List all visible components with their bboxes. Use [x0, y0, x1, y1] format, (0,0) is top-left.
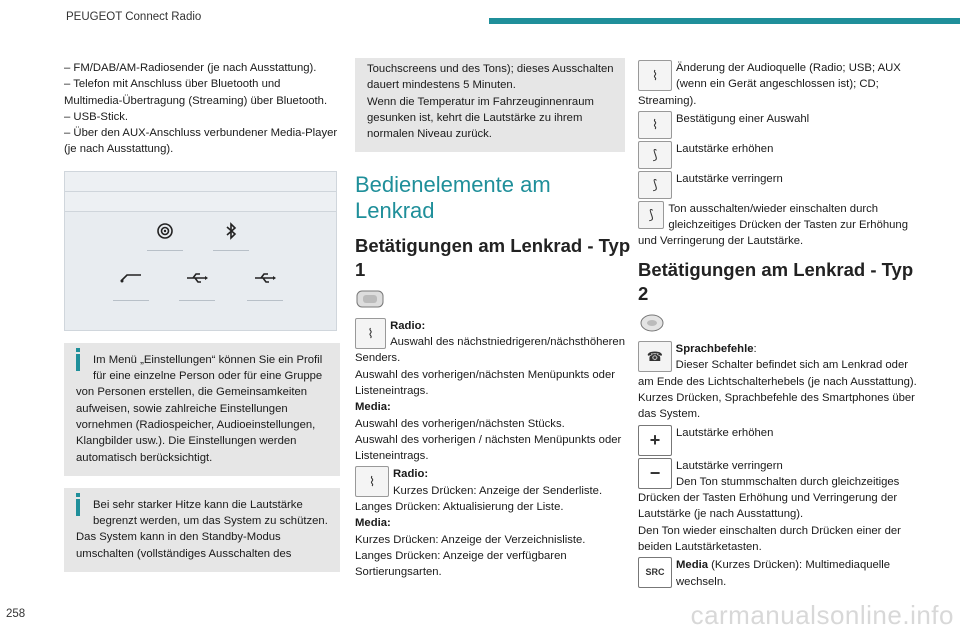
text-line: Das System kann in den Standby-Modus [76, 531, 281, 544]
text-line: Lautstärke erhöhen [676, 426, 774, 439]
usb-icon [245, 272, 285, 288]
text-line: Sortierungsarten. [355, 566, 442, 579]
radio-icon [145, 222, 185, 244]
info-icon [76, 354, 80, 371]
page-number: 258 [6, 608, 26, 620]
text-line: – USB-Stick. [64, 110, 129, 123]
volume-down-item-2 [638, 458, 908, 491]
info-box-heat [64, 488, 340, 572]
text-line: Wenn die Temperatur im Fahrzeuginnenraum [367, 95, 594, 108]
list-control-item [355, 466, 625, 499]
radio-control-item [355, 318, 625, 351]
text-line: (je nach Ausstattung). [64, 143, 174, 156]
text-line: Lautstärke verringern [676, 172, 783, 185]
text-line: Bestätigung einer Auswahl [676, 112, 810, 125]
text-line: am Ende des Lichtschalterhebels (je nach Ausstattung). [638, 375, 917, 388]
text-line: Langes Drücken: Anzeige der verfügbaren [355, 549, 567, 562]
volume-down-lever-icon: ⟆ [638, 171, 672, 199]
text-line: umschalten (vollständiges Ausschalten des [76, 547, 292, 560]
label: Radio: [390, 319, 426, 332]
steering-wheel-type2-icon [638, 312, 908, 339]
text-line: Kurzes Drücken, Sprachbefehle des Smartphones über [638, 391, 915, 404]
section-heading: Bedienelemente am Lenkrad [355, 172, 551, 224]
voice-command-item [638, 341, 908, 374]
screen-row [65, 192, 336, 212]
text-line: Kurzes Drücken: Anzeige der Senderliste. [393, 484, 603, 497]
text-line: Lautstärke erhöhen [676, 142, 774, 155]
volume-up-item [638, 141, 908, 169]
divider [113, 300, 149, 301]
heading-line: Betätigungen am Lenkrad - Typ [638, 258, 914, 280]
text-line: Den Ton stummschalten durch gleichzeitiges [676, 475, 900, 488]
text-line: vornehmen (Radiospeicher, Audioeinstellungen, [76, 418, 316, 431]
text-line: Lautstärke verringern [676, 459, 783, 472]
label: Media: [355, 517, 391, 530]
info-box-continued [355, 58, 625, 152]
text-line: beiden Lautstärketasten. [638, 541, 762, 554]
text-line: Senders. [355, 352, 401, 365]
text-line: automatisch berücksichtigt. [76, 451, 213, 464]
source-control-item [638, 60, 908, 93]
divider [179, 300, 215, 301]
thumbwheel-icon: ⌇ [355, 318, 386, 349]
minus-icon: − [638, 458, 672, 489]
text-line: gleichzeitiges Drücken der Tasten zur Erhöhung [668, 219, 908, 232]
text-line: Listeneintrags. [355, 384, 429, 397]
colon: : [753, 343, 757, 356]
text-line: für eine einzelne Person oder für eine Gruppe [93, 370, 323, 383]
page-header-title: PEUGEOT Connect Radio [66, 11, 202, 23]
confirm-button-icon: ⌇ [638, 111, 672, 139]
divider [213, 250, 249, 251]
text-line: Listeneintrags. [355, 450, 429, 463]
column-3 [638, 58, 917, 590]
text-line: Änderung der Audioquelle (Radio; USB; AUX [676, 62, 901, 74]
volume-up-item-2 [638, 425, 908, 456]
label: Media [676, 559, 709, 572]
text-line: Touchscreens und des Tons); dieses Ausschalten [367, 63, 614, 75]
plus-icon: + [638, 425, 672, 456]
text-line: Dieser Schalter befindet sich am Lenkrad oder [675, 359, 908, 372]
label: Sprachbefehle [675, 343, 754, 356]
text-line: Klangbilder usw.). Die Einstellungen werden [76, 435, 297, 448]
heading-line: 1 [355, 259, 366, 281]
text-line: Drücken der Tasten Erhöhung und Verringerung der [638, 492, 898, 505]
text-line: Auswahl des vorherigen / nächsten Menüpunkts oder [355, 433, 622, 446]
text-line: normalen Niveau zurück. [367, 128, 492, 141]
info-box-settings [64, 343, 340, 476]
usb-icon [177, 272, 217, 288]
source-screen-illustration [64, 171, 337, 331]
volume-down-item [638, 171, 908, 199]
src-button-icon: SRC [638, 557, 672, 588]
text-line: gesunken ist, kehrt die Lautstärke zu ihrem [367, 111, 583, 124]
mute-lever-icon: ⟆ [638, 201, 664, 229]
subsection-heading [638, 258, 914, 306]
text-line: Multimedia-Übertragung (Streaming) über Bluetooth. [64, 94, 328, 107]
text-line: Bei sehr starker Hitze kann die Lautstärke [93, 498, 303, 511]
divider [147, 250, 183, 251]
text-line: – Über den AUX-Anschluss verbundener Media-Player [64, 127, 338, 140]
mute-item [638, 201, 908, 234]
column-2 [355, 58, 631, 581]
column-1 [64, 60, 340, 572]
text-line: begrenzt werden, um das System zu schützen. [93, 515, 328, 528]
text-line: und Verringerung der Lautstärke. [638, 235, 804, 248]
label: Media: [355, 401, 391, 414]
thumbwheel-press-icon: ⌇ [355, 466, 389, 497]
text-line: Auswahl des vorherigen/nächsten Menüpunkts oder [355, 368, 615, 381]
aux-icon [111, 272, 151, 288]
screen-row [65, 172, 336, 192]
heading-line: 2 [638, 282, 649, 304]
text-line: – Telefon mit Anschluss über Bluetooth und [64, 78, 281, 91]
text-line: Kurzes Drücken: Anzeige der Verzeichnisliste. [355, 533, 586, 546]
subsection-heading [355, 234, 631, 282]
heading-line: Betätigungen am Lenkrad - Typ [355, 235, 631, 257]
confirm-control-item [638, 111, 908, 139]
steering-controls-type1-icon [355, 288, 625, 315]
text-line: Langes Drücken: Aktualisierung der Liste. [355, 501, 564, 514]
text-line: aufweisen, sowie zahlreiche Einstellungen [76, 402, 288, 415]
text-line: Auswahl des nächstniedrigeren/nächsthöheren [390, 336, 625, 349]
bluetooth-icon [211, 222, 251, 244]
text-line: Auswahl des vorherigen/nächsten Stücks. [355, 417, 565, 430]
text-line: von Personen erstellen, die Gemeinsamkeiten [76, 386, 308, 399]
text-line: (Kurzes Drücken): Multimediaquelle [708, 559, 891, 572]
label: Radio: [393, 468, 429, 481]
text-line: das System. [638, 408, 701, 421]
text-line: Streaming). [638, 94, 697, 107]
watermark: carmanualsonline.info [690, 600, 954, 630]
text-line: dauert mindestens 5 Minuten. [367, 79, 516, 92]
text-line: Im Menü „Einstellungen“ können Sie ein Profil [93, 353, 323, 366]
volume-up-lever-icon: ⟆ [638, 141, 672, 169]
source-button-icon: ⌇ [638, 60, 672, 91]
info-icon [76, 499, 80, 516]
voice-command-icon: ☎ [638, 341, 672, 372]
divider [247, 300, 283, 301]
text-line: Lautstärke (je nach Ausstattung). [638, 508, 804, 521]
header-accent-bar [489, 18, 960, 24]
text-line: Den Ton wieder einschalten durch Drücken einer der [638, 524, 901, 537]
text-line: (wenn ein Gerät angeschlossen ist); CD; [676, 78, 879, 91]
media-source-item [638, 557, 908, 590]
text-line: – FM/DAB/AM-Radiosender (je nach Ausstattung). [64, 62, 317, 74]
text-line: Ton ausschalten/wieder einschalten durch [668, 202, 879, 215]
text-line: wechseln. [676, 575, 727, 588]
